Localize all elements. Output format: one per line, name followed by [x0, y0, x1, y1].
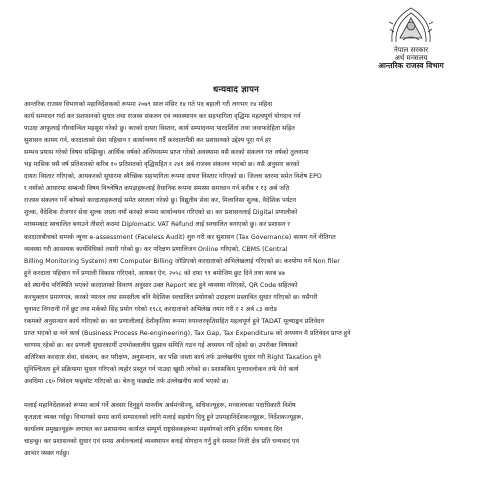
- text-line: सुशासन कायम गर्न, करदाताको सेवा पहिचान र कार्यान्वयन गर्दै करदातामैत्री कर प्रशासनको उद्देश्य पूरा गर्न हर: [24, 137, 271, 145]
- document-body: [24, 99, 454, 460]
- text-line: सम्भव प्रयास गरेको विषय सम्झिन्छु। आर्थिक वर्षको अन्तिमसम्म प्राप्त गरेको अवस्थामा यसै करको संकलन गत वर्षको तुलनामा: [24, 149, 309, 157]
- document-title-text: धन्यवाद ज्ञापन: [212, 85, 260, 95]
- text-line: आन्तरिक राजस्व विभागको महानिर्देशकको रूपमा २०७९ साल मंसिर १४ गते पद बहाली गरी लगभग १४ महिना: [24, 101, 273, 108]
- text-line: चाहन्छु। कर प्रशासनको सुधार एवं समग्र अर्थतन्त्रलाई व्यवस्थापन बनाई योगदान गर्नु हुने समस्त निजी क्षेत्र प्रति धन्यवाद एवं: [24, 438, 300, 446]
- text-line: अतिरिक्त करदाता सेवा, संकलन, कर परीक्षण, अनुसन्धान, कर पछि जस्ता कार्य तर्फ उल्लेखनीय सुधार गरी Right Taxation हुने: [24, 353, 321, 361]
- text-line: चुनावट निगरानी गर्ने छुट तथा मर्कको सिंह प्रयोग गरेको १९८६ करदाताको अभिलेख तयार गरी र २ अर्ब ८३ करोड: [24, 305, 277, 313]
- paragraph-main: [24, 99, 454, 388]
- text-line: शुल्क, वैदेशिक रोजगार सेवा शुल्क जस्ता नयाँ करको रूपमा कार्यान्वयन गरिएको छ। कर प्रशासनलाई Digital प्रणालीको: [24, 209, 298, 217]
- text-line: Billing Monitoring System) तथा Computer Billing जोडिएको करदाताको अभिलेखलाई गरिएको छ। करयोग्य गर्ने Non filer: [24, 257, 340, 265]
- text-line: भइ मासिक यसै वर्ष प्रतिशतको करिब १० प्रतिशतको वृद्धिसहित र २४१ अर्ब राजस्व संकलन भएको छ। यसै अनुसार करको: [24, 161, 300, 169]
- paragraph-thanks: [24, 400, 454, 460]
- text-line: को स्थानीय परिस्थिति भएको करदाताको विवरण अनुसार उक्त Report बाट हुने व्यवस्था गरिएको, QR Code सहितको: [24, 281, 298, 289]
- text-line: हुने करदाता पहिचान गर्ने प्रणाली विकास गरिएको, आयकर ऐन, २०५८ को दफा ९१ बमोजिम छुट दिने तथा करब ४७: [24, 269, 285, 277]
- text-line: मलाई महानिर्देशकको रूपमा कार्य गर्ने अवसर दिनुहुने माननीय अर्थमन्त्रीज्यू, सचिवज्यूहरू, मन्त्रालयका पदाधिकारी विशेष: [24, 402, 296, 410]
- emblem-text-government: नेपाल सरकार: [393, 46, 429, 54]
- text-line: अवधिमा ८६० निवेदन फछ्र्योट गरिएको छ। बेरुजु फछ्योट तर्फ उल्लेखनीय कार्य भएको छ।: [24, 378, 229, 386]
- text-line: कार्य सम्पादन गर्दा कर प्रशासनको सुधार तथा राजस्व संकलन एवं व्यवस्थापन कर सहभागिता वृद्धिमा महत्वपूर्ण योगदान गर्न: [24, 113, 301, 121]
- emblem-text-ministry: अर्थ मन्त्रालय: [394, 54, 428, 62]
- text-line: रकमको अनुसन्धान कार्य गरिएको छ। कर प्रणालीलाई देशीकृतिया रूपमा रुपान्तरकृतिसहित महत्वपूर्ण हुने TADAT मूल्याङ्कन प्रतिवेदन: [24, 317, 324, 325]
- text-line: करदाताबीचको सम्पर्क न्यूनर e-assessment (Faceless Audit) शुरु गरी कर सुशासन (Tax Governance) कायम गर्ने नीतिगत: [24, 233, 336, 241]
- government-emblem: [370, 2, 452, 74]
- text-line: राजस्व संकलन गर्ने कोषको करदाताहरूलाई समेत सरलता गरेको छु। विद्युतीय सेवा कर, मिलानिसा शुल्क, वैदेशिक पर्यटन: [24, 197, 297, 205]
- text-line: चरणमा रहेको छ। कर प्रणाली सुधारकार्यी उपभोक्तालीय सुझाव समिति गठन गई अध्ययन गर्दै रहेको छ। उपरोक्त विषयको: [24, 341, 298, 349]
- document-title: [0, 84, 480, 95]
- text-line: सुनिश्चितता हुने प्रक्रियामा सुधार गरिएको त्यहोर प्रस्तुत गर्न पाउदा खुसी लगेको छ। प्रशासकिय पुनरावलोकन तर्फ मेरो कार्य: [24, 366, 299, 374]
- text-line: कार्यालय प्रमुखज्यूहरू लगायत कर प्रशासनमा कार्यरत सम्पूर्ण राष्ट्रसेवकहरूमा सहयोगको लागि हार्दिक धन्यवाद दिन: [24, 426, 283, 434]
- text-line: कृतज्ञता व्यक्त गर्दछु। विभागको समग्र कार्य सम्पादनको लागि मलाई सहयोग दिनु हुने उपमहानिर्देशकज्यूहरू, निर्देशकज्यूहरू,: [24, 414, 304, 422]
- text-line: आभार व्यक्त गर्दछु।: [24, 450, 70, 458]
- text-line: पाउदा आफूलाई गौरवान्वित महसुस गरेको छु। करको दायरा विस्तार, कार्य सम्पादनमा पारदर्शिता तथा जवाफदेहिता सहित: [24, 125, 295, 133]
- text-line: करभुक्तान प्रमाणपत्र, करको प्यानल तथा समस्तीत्य बनि वैदेशिक स्वचालित प्रयोगको उदाहरण प्रस्तावित सुधार गरिएको छ। यसैगरी: [24, 293, 318, 301]
- emblem-text-department: आन्तरिक राजस्व विभाग: [378, 61, 444, 70]
- text-line: व्यवस्था गरी आवश्यक कार्यविधिको तयारी गरेको छु। कर परिक्षण प्रणालिजन Online गरिएको, CBMS (Central: [24, 245, 288, 253]
- text-line: र नयाँको आधारमा सम्बन्धी विषय विश्लेषित कपड़ाहरूलाई वैधानिक रूपमा समस्या समाधान गर्न करीब र १३ अर्ब जति: [24, 185, 290, 193]
- text-line: दायरा विस्तार गरिएको, आयकरको सुधारमा स्वैच्छिक सहभागिता रूपमा दायरा विस्तार गरिएको छ। जिल्ला स्तरमा समेत विशेष EPO: [24, 173, 322, 181]
- text-line: माध्यमबाट स्वचालित बनाउने तीसरो कदमा Diplomatic VAT Refund लाई स्वचालित बनाएको छु। कर प्रशासन र: [24, 221, 290, 229]
- text-line: प्राप्त भएको छ भने कार्य (Business Process Re-engineering), Tax Gap, Tax Expenditure को अध्ययन मै प्रतिवेदन प्राप्त हुने: [24, 329, 351, 337]
